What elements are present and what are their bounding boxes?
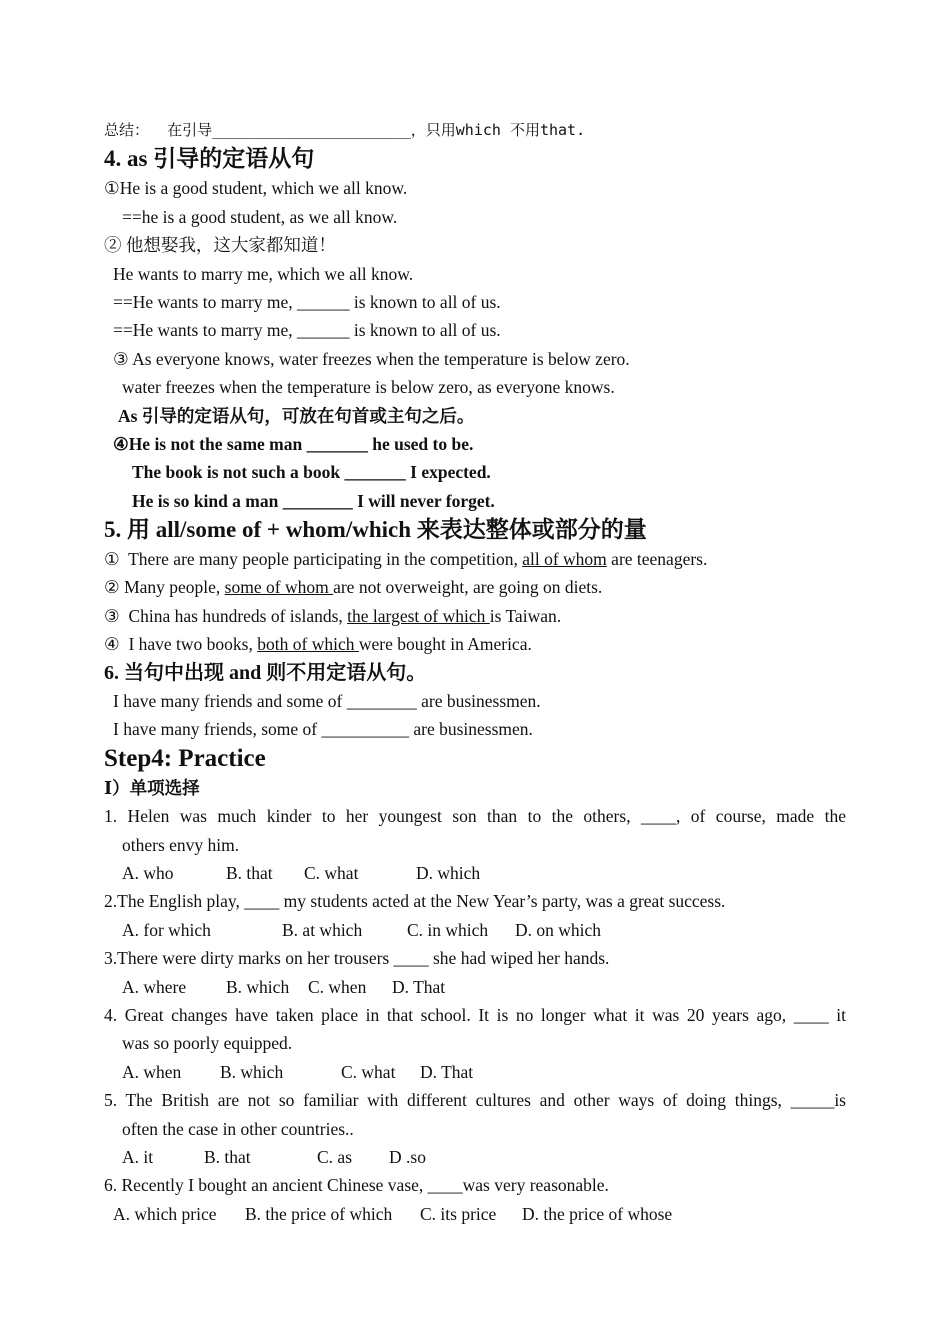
option: A. where	[122, 976, 187, 997]
question-3: 3.There were dirty marks on her trousers ____ she had wiped her hands.	[104, 948, 610, 969]
option: A. who	[122, 862, 174, 883]
option: C. in which	[407, 919, 489, 940]
s5-text: are teenagers.	[606, 549, 708, 570]
s5-line	[104, 602, 846, 630]
question-4: 4. Great changes have taken place in that school. It is no longer what it was 20 years ago, ____ it	[104, 1004, 846, 1025]
question-4-options	[104, 1058, 846, 1086]
question-5-cont: often the case in other countries..	[122, 1118, 354, 1139]
s5-line	[104, 545, 846, 573]
summary-line	[104, 116, 846, 144]
s4-line: ==he is a good student, as we all know.	[122, 206, 398, 227]
option: B. which	[220, 1061, 284, 1082]
option: B. that	[204, 1146, 251, 1167]
question-6: 6. Recently I bought an ancient Chinese vase, ____was very reasonable.	[104, 1175, 609, 1196]
option: B. which	[226, 976, 290, 997]
summary-text-b: ，只用which 不用that.	[410, 121, 586, 139]
s5-text: ① There are many people participating in the competition,	[104, 549, 523, 570]
s6-line: I have many friends, some of __________ are businessmen.	[113, 719, 533, 740]
option: D. That	[420, 1061, 474, 1082]
option: D. which	[416, 862, 481, 883]
summary-text-a: 在引导	[167, 121, 213, 139]
question-5: 5. The British are not so familiar with different cultures and other ways of doing things, _____is	[104, 1090, 846, 1111]
option: A. for which	[122, 919, 211, 940]
summary-blank: ______________________	[212, 121, 411, 139]
s5-text: is Taiwan.	[489, 605, 562, 626]
s4-line: ①He is a good student, which we all know.	[104, 178, 408, 199]
option: A. when	[122, 1061, 182, 1082]
s6-line: I have many friends and some of ________ are businessmen.	[113, 691, 541, 712]
question-1-cont: others envy him.	[122, 834, 240, 855]
step4-subheading: Ⅰ）单项选择	[104, 777, 200, 798]
option: D. That	[392, 976, 446, 997]
s5-underlined-phrase: both of which	[257, 634, 359, 655]
section-6-heading: 6. 当句中出现 and 则不用定语从句。	[104, 661, 427, 684]
s5-line	[104, 573, 846, 601]
document-page	[104, 116, 846, 1228]
option: B. the price of which	[245, 1203, 393, 1224]
s5-text: were bought in America.	[358, 634, 532, 655]
option: B. at which	[282, 919, 363, 940]
question-2-options	[104, 916, 846, 944]
option: C. what	[304, 862, 359, 883]
option: C. its price	[420, 1203, 497, 1224]
s4-rule-note: As 引导的定语从句，可放在句首或主句之后。	[118, 405, 475, 426]
s4-line: water freezes when the temperature is below zero, as everyone knows.	[122, 377, 615, 398]
s4-line: ② 他想娶我，这大家都知道！	[104, 235, 336, 256]
s4-line: ==He wants to marry me, ______ is known to all of us.	[113, 320, 501, 341]
question-2: 2.The English play, ____ my students acted at the New Year’s party, was a great success.	[104, 891, 726, 912]
s4-exercise-line: ④He is not the same man _______ he used to be.	[113, 433, 474, 454]
option: A. which price	[113, 1203, 217, 1224]
s4-exercise-line: He is so kind a man ________ I will never forget.	[132, 490, 495, 511]
s4-line: He wants to marry me, which we all know.	[113, 263, 414, 284]
question-6-options	[104, 1200, 846, 1228]
s5-text: ④ I have two books,	[104, 634, 258, 655]
option: D. on which	[515, 919, 602, 940]
option: B. that	[226, 862, 273, 883]
section-5-heading: 5. 用 all/some of + whom/which 来表达整体或部分的量	[104, 517, 647, 543]
question-3-options	[104, 973, 846, 1001]
s5-line	[104, 630, 846, 658]
option: C. what	[341, 1061, 396, 1082]
s4-exercise-line: The book is not such a book _______ I expected.	[132, 462, 491, 483]
option: A. it	[122, 1146, 154, 1167]
s5-text: are not overweight, are going on diets.	[333, 577, 603, 598]
section-4-heading: 4. as 引导的定语从句	[104, 146, 315, 172]
s5-text: ② Many people,	[104, 577, 225, 598]
option: D .so	[389, 1146, 426, 1167]
s4-line: ③ As everyone knows, water freezes when the temperature is below zero.	[113, 348, 630, 369]
s5-underlined-phrase: the largest of which	[347, 605, 490, 626]
s5-text: ③ China has hundreds of islands,	[104, 605, 348, 626]
question-5-options	[104, 1143, 846, 1171]
question-1: 1. Helen was much kinder to her youngest son than to the others, ____, of course, made the	[104, 806, 846, 827]
option: C. as	[317, 1146, 352, 1167]
question-4-cont: was so poorly equipped.	[122, 1033, 293, 1054]
s4-line: ==He wants to marry me, ______ is known to all of us.	[113, 291, 501, 312]
step4-heading: Step4: Practice	[104, 744, 266, 772]
question-1-options	[104, 859, 846, 887]
summary-label: 总结：	[104, 121, 150, 139]
s5-underlined-phrase: all of whom	[522, 549, 607, 570]
option: D. the price of whose	[522, 1203, 673, 1224]
option: C. when	[308, 976, 367, 997]
s5-underlined-phrase: some of whom	[224, 577, 334, 598]
